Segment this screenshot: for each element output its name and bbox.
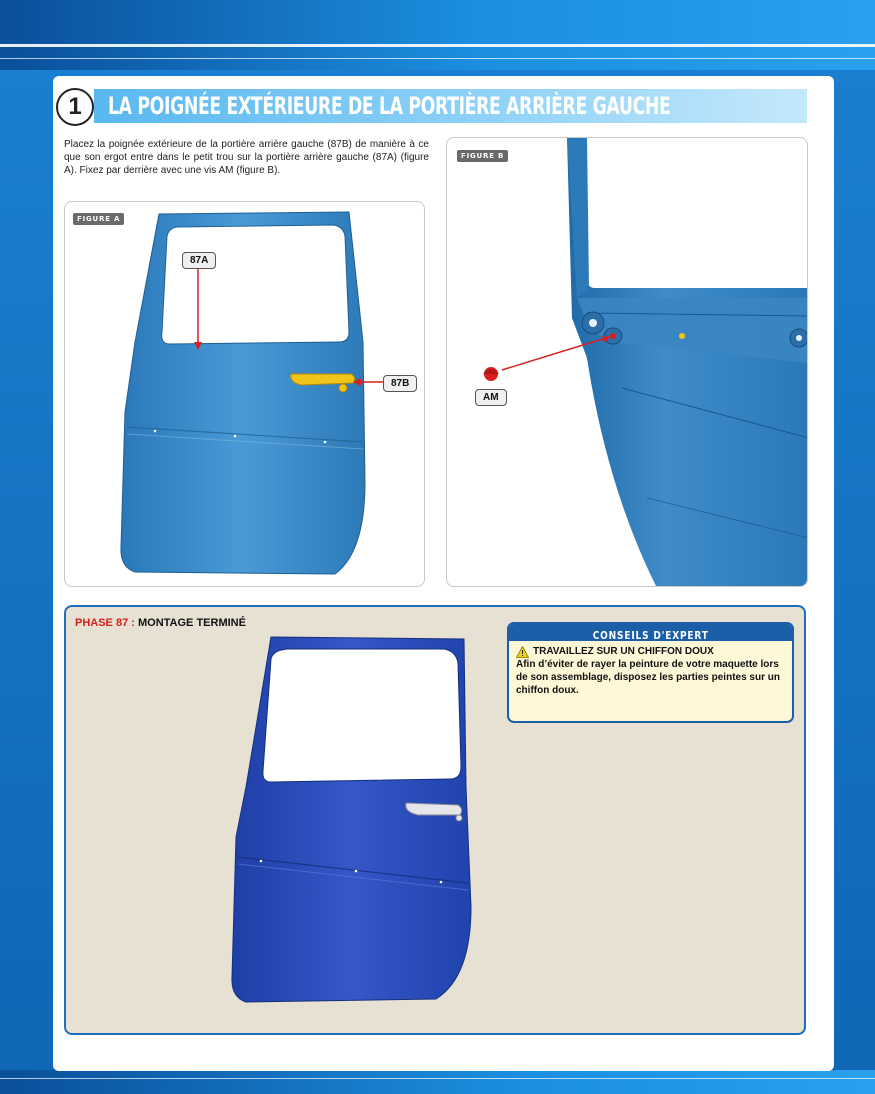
header-band	[0, 0, 875, 70]
callout-87b: 87B	[383, 375, 417, 392]
footer-band	[0, 1070, 875, 1094]
figure-a	[64, 201, 425, 587]
expert-tip-heading: CONSEILS D'EXPERT	[592, 629, 709, 642]
callout-arrows	[65, 202, 425, 587]
warning-icon	[516, 646, 529, 658]
expert-tip-text: Afin d’éviter de rayer la peinture de votre maquette lors de son assemblage, disposez les parties peintes sur un chiffon doux.	[516, 659, 780, 696]
door-interior-illustration	[447, 138, 808, 587]
instructions-text: Placez la poignée extérieure de la portière arrière gauche (87B) de manière à ce que son ergot entre dans le petit trou sur la portière arrière gauche (87A) (figure A). Fixez par derrière avec une vis AM (figure B).	[64, 139, 429, 176]
figure-b	[446, 137, 808, 587]
screw-part-am	[483, 367, 499, 381]
phase-box	[64, 605, 806, 1035]
phase-number: PHASE 87 :	[75, 617, 135, 629]
step-number: 1	[56, 88, 94, 126]
footer-stripe	[0, 1078, 875, 1079]
expert-tip-title: TRAVAILLEZ SUR UN CHIFFON DOUX	[533, 646, 714, 657]
header-stripe	[0, 44, 875, 47]
header-stripe	[0, 58, 875, 59]
phase-status: MONTAGE TERMINÉ	[137, 617, 246, 629]
expert-tip-heading-bar	[509, 624, 792, 641]
callout-87a: 87A	[182, 252, 216, 269]
chrome-handle	[406, 803, 462, 815]
step-title: LA POIGNÉE EXTÉRIEURE DE LA PORTIÈRE ARRIÈRE GAUCHE	[108, 92, 671, 120]
figure-b-tag: FIGURE B	[457, 150, 508, 162]
expert-tip-box	[507, 622, 794, 723]
step-title-bar	[94, 89, 807, 123]
figure-a-tag: FIGURE A	[73, 213, 124, 225]
callout-am: AM	[475, 389, 507, 406]
